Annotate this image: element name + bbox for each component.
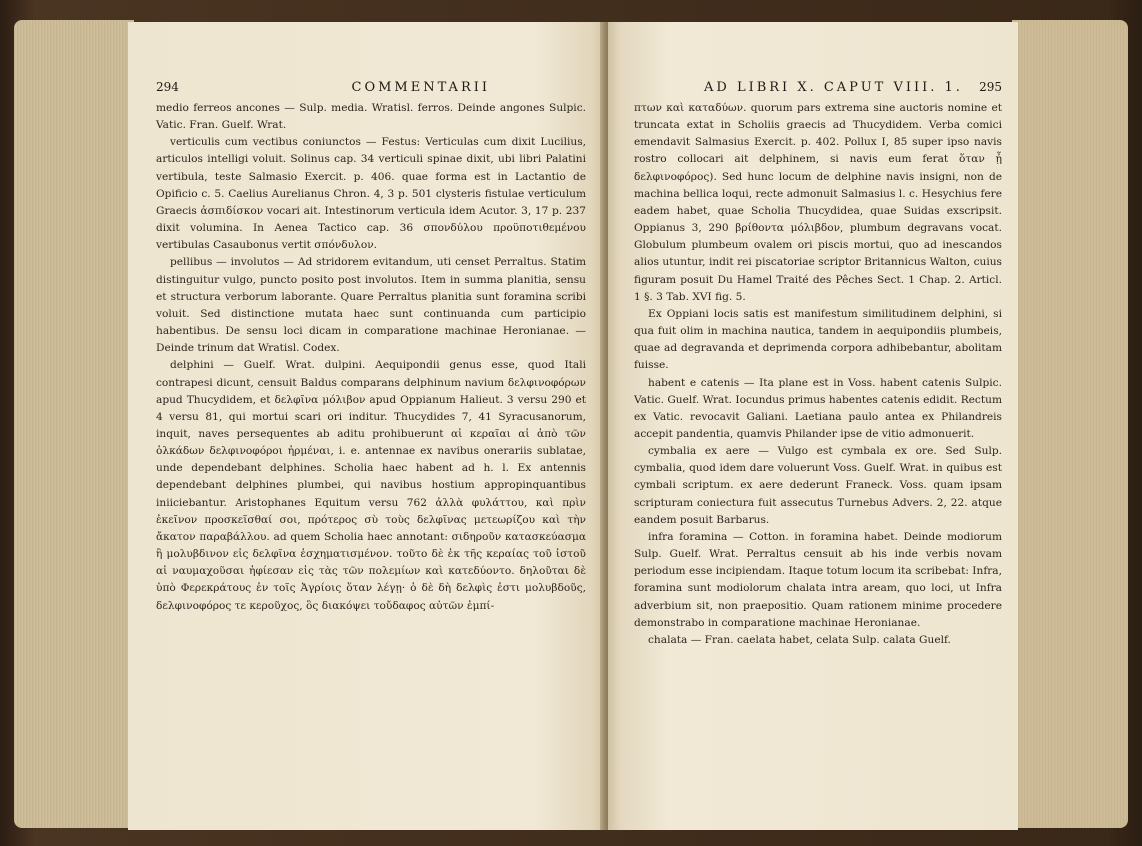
left-page-text — [156, 100, 586, 615]
right-page-number: 295 — [979, 80, 1002, 94]
right-head-title: AD LIBRI X. CAPUT VIII. 1. — [704, 80, 963, 95]
right-page-edges — [1012, 20, 1128, 828]
paragraph: πτων καὶ καταδύων. quorum pars extrema sine auctoris nomine et truncata extat in Scholiis graecis ad Thucydidem. Verba comici emendavit Salmasius Exercit. p. 402. Pollux I, 85 super ipso navis rostro collocari ait delphinem, si navis eum ferat ὅταν ᾖ δελφινοφόρος). Sed hunc locum de delphine navis insigni, non de machina bellica loqui, recte admonuit Salmasius l. c. Hesychius fere eadem habet, quae Scholia Thucydidea, quae Suidas exscripsit. Oppianus 3, 290 βρίθοντα μόλιβδον, plumbum degravans vocat. Globulum plumbeum ovalem ori piscis mortui, quo ad inescandos alios utuntur, indit rei piscatoriae scriptor Britannicus Walton, cuius figuram posuit Du Hamel Traité des Pêches Sect. 1 Chap. 2. Articl. 1 §. 3 Tab. XVI fig. 5. — [634, 102, 1002, 303]
paragraph: Ex Oppiani locis satis est manifestum similitudinem delphini, si qua fuit olim in machina nautica, tandem in aequipondiis plumbeis, quae ad degravanda et deprimenda corpora adhibebantur, abolitam fuisse. — [634, 307, 1002, 372]
left-page-number: 294 — [156, 80, 179, 94]
right-page — [608, 22, 1018, 830]
paragraph: chalata — Fran. caelata habet, celata Sulp. calata Guelf. — [648, 633, 951, 646]
paragraph: habent e catenis — Ita plane est in Voss. habent catenis Sulpic. Vatic. Guelf. Wrat. Iocundus primus habentes catenis edidit. Rectum ex Vatic. revocavit Galiani. Laetiana paulo antea ex Philandreis accepit pandentia, quamvis Philander ipse de vitio admonuerit. — [634, 376, 1002, 440]
paragraph: cymbalia ex aere — Vulgo est cymbala ex ore. Sed Sulp. cymbalia, quod idem dare voluerunt Voss. Guelf. Wrat. in quibus est cymbali scriptum. ex aere dederunt Franeck. Voss. quam ipsam scripturam coniectura fuit assecutus Turnebus Advers. 2, 22. atque eandem posuit Barbarus. — [634, 445, 1002, 526]
paragraph: verticulis cum vectibus coniunctos — Festus: Verticulas cum dixit Lucilius, articulos intelligi voluit. Solinus cap. 34 verticuli spinae dixit, ubi libri Palatini vertibula, teste Salmasio Exercit. p. 406. quae forma est in Lactantio de Opificio c. 5. Caelius Aurelianus Chron. 4, 3 p. 501 clysteris fistulae verticulum Graecis ἀσπιδίσκον vocari ait. Intestinorum verticula idem Acutor. 3, 17 p. 237 dixit volumina. In Aenea Tactico cap. 36 σπονδύλου προϋποτιθεμένου vertibulas Casaubonus vertit σπόνδυλον. — [156, 136, 586, 252]
paragraph: delphini — Guelf. Wrat. dulpini. Aequipondii genus esse, quod Itali contrapesi dicunt, censuit Baldus comparans delphinum navium δελφινοφόρων apud Thucydidem, et δελφῖνα μόλιβον apud Oppianum Halieut. 3 versu 290 et 4 versu 81, qui mortui scari ori inditur. Thucydides 7, 41 Syracusanorum, inquit, naves persequentes ab aditu prohibuerunt αἱ κεραῖαι αἱ ἀπὸ τῶν ὁλκάδων δελφινοφόροι ἠρμέναι, i. e. antennae ex navibus onerariis sublatae, unde dependebant delphines. Scholia haec habent ad h. l. Ex antennis dependebant delphines plumbei, qui navibus hostium appropinquantibus iniiciebantur. Aristophanes Equitum versu 762 ἀλλὰ φυλάττου, καὶ πρὶν ἐκεῖνον προσκεῖσθαί σοι, πρότερος σὺ τοὺς δελφῖνας μετεωρίζου καὶ τὴν ἄκατον παραβάλλου. ad quem Scholia haec annotant: σιδηροῦν κατασκεύασμα ἢ μολυβδινον εἰς δελφῖνα ἐσχηματισμένον. τοῦτο δὲ ἐκ τῆς κεραίας τοῦ ἱστοῦ αἱ ναυμαχοῦσαι ἠφίεσαν εἰς τὰς τῶν πολεμίων καὶ κατεδύοντο. δηλοῦται δὲ ὑπὸ Φερεκράτους ἐν τοῖς Ἀγρίοις ὅταν λέγῃ· ὁ δὲ δὴ δελφὶς ἐστι μολυβδοῦς, δελφινοφόρος τε κεροῦχος, ὃς διακόψει τοὔδαφος αὐτῶν ἐμπί- — [156, 359, 586, 612]
paragraph: infra foramina — Cotton. in foramina habet. Deinde modiorum Sulp. Guelf. Wrat. Perraltus censuit ab his inde verbis novam periodum esse incipiendam. Itaque totum locum ita scribebat: Infra, foramina sunt modiolorum chalata intra aream, quo loci, ut Infra adverbium sit, non praepositio. Quam rationem minime procedere demonstrabo in comparatione machinae Heronianae. — [634, 530, 1002, 629]
left-running-head — [156, 74, 586, 100]
left-head-title: COMMENTARII — [351, 80, 490, 95]
right-running-head — [634, 74, 1002, 100]
paragraph: pellibus — involutos — Ad stridorem evitandum, uti censet Perraltus. Statim distinguitur vulgo, puncto posito post involutos. Item in summa planitia, sensu et structura verborum laborante. Quare Perraltus planitia sunt foramina scribi voluit. Sed distinctione mutata haec sunt continuanda cum participio habentibus. De sensu loci dicam in comparatione machinae Heronianae. — Deinde trinum dat Wratisl. Codex. — [156, 256, 586, 355]
left-page — [128, 22, 606, 830]
paragraph: medio ferreos ancones — Sulp. media. Wratisl. ferros. Deinde angones Sulpic. Vatic. Fran. Guelf. Wrat. — [156, 102, 586, 132]
left-page-edges — [14, 20, 134, 828]
right-page-text — [634, 100, 1002, 649]
